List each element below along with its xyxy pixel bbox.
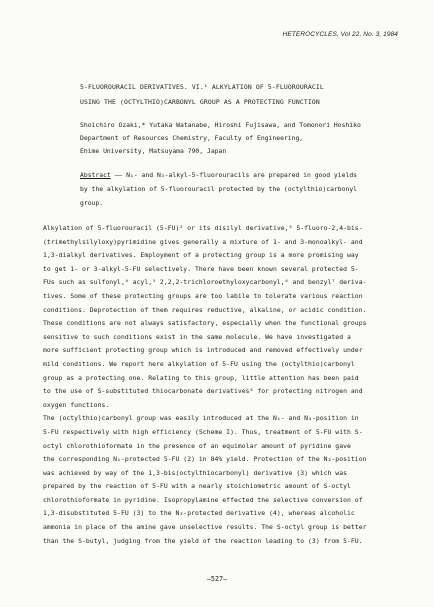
body-text (43, 222, 403, 548)
body-line: The (octylthio)carbonyl group was easily introduced at the N₁- and N₃-position in (43, 414, 359, 423)
body-line: These conditions are not always satisfactory, especially when the functional groups (43, 319, 367, 328)
body-line: Alkylation of 5-fluorouracil (5-FU)² or its disilyl derivative,³ 5-fluoro-2,4-bis- (43, 224, 363, 232)
body-line: prepared by the reaction of 5-FU with a nearly stoichiometric amount of S-octyl (43, 482, 351, 491)
body-line: 1,3-disubstituted 5-FU (3) to the N₃-protected derivative (4), whereas alcoholic (43, 509, 355, 518)
body-line: octyl chlorothioformate in the presence of an equimolar amount of pyridine gave (43, 441, 351, 450)
title-line: 5-FLUOROURACIL DERIVATIVES. VI.¹ ALKYLATION OF 5-FLUOROURACIL (80, 83, 324, 91)
abstract-label: Abstract (80, 171, 111, 179)
abstract-line: group. (80, 199, 104, 207)
abstract-line (80, 168, 380, 182)
author-names: Shoichiro Ozaki,* Yutaka Watanabe, Hiroshi Fujisawa, and Tomonori Hoshiko (80, 121, 361, 129)
abstract-line: by the alkylation of 5-fluorouracil protected by the (octylthio)carbonyl (80, 185, 358, 193)
body-line: ammonia in place of the amine gave unselective results. The S-octyl group is better (43, 523, 367, 532)
body-line: was achieved by way of the 1,3-bis(octylthiocarbonyl) derivative (3) which was (43, 468, 348, 477)
affiliation-line: Ehime University, Matsuyama 790, Japan (80, 146, 227, 155)
paragraph-1 (43, 222, 403, 412)
body-line: 5-FU respectively with high efficiency (Scheme I). Thus, treatment of 5-FU with S- (43, 427, 363, 436)
page-number: —527— (206, 575, 228, 583)
author-block (80, 119, 400, 157)
body-line: oxygen functions. (43, 400, 110, 409)
paragraph-2 (43, 412, 403, 548)
journal-header: HETEROCYCLES, Vol 22, No. 3, 1984 (282, 31, 398, 38)
affiliation-line: Department of Resources Chemistry, Faculty of Engineering, (80, 134, 304, 142)
body-line: FUs such as sulfonyl,⁴ acyl,⁵ 2,2,2-trichloroethyloxycarbonyl,⁶ and benzyl⁷ deriva- (43, 278, 367, 287)
body-line: to get 1- or 3-alkyl-5-FU selectively. There have been known several protected 5- (43, 264, 359, 273)
body-line: group as a protecting one. Relating to this group, little attention has been paid (43, 373, 359, 382)
article-title (80, 80, 400, 110)
body-line: conditions. Deprotection of them requires reductive, alkaline, or acidic condition. (43, 305, 367, 314)
body-line: than the S-butyl, judging from the yield of the reaction leading to (3) from 5-FU. (43, 536, 363, 545)
body-line: the corresponding N₁-protected 5-FU (2) in 84% yield. Protection of the N₃-position (43, 455, 367, 464)
body-line: mild conditions. We report here alkylation of 5-FU using the (octylthio)carbonyl (43, 359, 355, 368)
body-line: to the use of S-substituted thiocarbonate derivatives⁸ for protecting nitrogen and (43, 387, 363, 396)
body-line: 1,3-dialkyl derivatives. Employment of a protecting group is a more promising way (43, 251, 359, 260)
body-line: (trimethylsilyloxy)pyrimidine gives generally a mixture of 1- and 3-monoalkyl- and (43, 237, 363, 246)
abstract (80, 168, 380, 210)
title-line: USING THE (OCTYLTHIO)CARBONYL GROUP AS A PROTECTING FUNCTION (80, 98, 320, 106)
body-line: more sufficient protecting group which is introduced and removed effectively under (43, 346, 363, 355)
body-line: chlorothioformate in pyridine. Isopropylamine effected the selective conversion of (43, 495, 363, 504)
abstract-text: —— N₁- and N₃-alkyl-5-fluorouracils are prepared in good yields (110, 171, 358, 179)
body-line: sensitive to such conditions exist in the same molecule. We have investigated a (43, 332, 351, 341)
body-line: tives. Some of these protecting groups are too labile to tolerate various reaction (43, 291, 363, 300)
